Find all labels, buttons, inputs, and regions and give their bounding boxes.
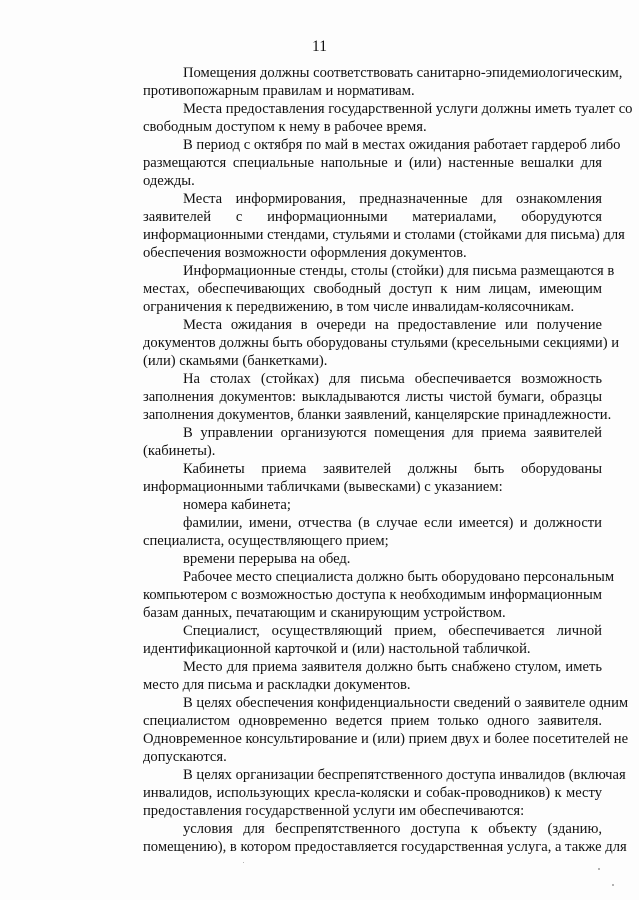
text-line: Рабочее место специалиста должно быть оборудовано персональным (183, 569, 615, 585)
text-line: допускаются. (143, 749, 227, 765)
text-line: условия для беспрепятственного доступа к объекту (зданию, (183, 821, 602, 837)
text-line: Места ожидания в очереди на предоставление или получение (183, 317, 602, 333)
text-line: местах, обеспечивающих свободный доступ к ним лицам, имеющим (143, 281, 602, 297)
text-line: противопожарным правилам и нормативам. (143, 83, 415, 99)
paragraph (103, 262, 615, 316)
text-line: В целях обеспечения конфиденциальности сведений о заявителе одним (183, 695, 629, 711)
paragraph (103, 694, 629, 766)
text-line: Места предоставления государственной услуги должны иметь туалет со (183, 101, 633, 117)
paragraph (103, 568, 615, 622)
text-line: документов должны быть оборудованы стульями (кресельными секциями) и (143, 335, 620, 351)
text-line: ограничения к передвижению, в том числе инвалидам-колясочникам. (143, 299, 575, 315)
text-line: (или) скамьями (банкетками). (143, 353, 328, 369)
paragraph (103, 514, 602, 550)
text-line: Специалист, осуществляющий прием, обеспечивается личной (183, 623, 602, 639)
paragraph (103, 64, 623, 100)
text-line: свободным доступом к нему в рабочее время. (143, 119, 427, 135)
text-line: (кабинеты). (143, 443, 216, 459)
text-line: компьютером с возможностью доступа к необходимым информационным (143, 587, 602, 603)
text-line: В целях организации беспрепятственного доступа инвалидов (включая (183, 767, 626, 783)
text-line: Помещения должны соответствовать санитарно-эпидемиологическим, (183, 65, 623, 81)
text-line: номера кабинета; (183, 497, 291, 513)
text-line: На столах (стойках) для письма обеспечивается возможность (183, 371, 602, 387)
paragraph (103, 136, 621, 190)
text-line: одежды. (143, 173, 195, 189)
text-line: заявителей с информационными материалами, оборудуются (143, 209, 602, 225)
text-line: Кабинеты приема заявителей должны быть оборудованы (183, 461, 602, 477)
paragraph (103, 316, 620, 370)
text-line: инвалидов, использующих кресла-коляски и собак-проводников) к месту (143, 785, 602, 801)
paragraph (103, 658, 602, 694)
scan-speck (243, 862, 244, 863)
text-line: времени перерыва на обед. (183, 551, 351, 567)
text-line: помещению), в котором предоставляется государственная услуга, а также для (143, 839, 627, 855)
paragraph (103, 424, 602, 460)
paragraph (103, 550, 602, 568)
paragraph (103, 370, 612, 424)
text-line: фамилии, имени, отчества (в случае если имеется) и должности (183, 515, 602, 531)
document-body (103, 64, 633, 856)
text-line: информационными табличками (вывесками) с указанием: (143, 479, 503, 495)
scan-speck (612, 884, 614, 886)
paragraph (103, 496, 602, 514)
text-line: Место для приема заявителя должно быть снабжено стулом, иметь (183, 659, 602, 675)
text-line: заполнения документов, бланки заявлений, канцелярские принадлежности. (143, 407, 612, 423)
text-line: специалиста, осуществляющего прием; (143, 533, 389, 549)
text-line: идентификационной карточкой и (или) настольной табличкой. (143, 641, 531, 657)
scan-speck (598, 868, 600, 870)
paragraph (103, 820, 627, 856)
paragraph (103, 100, 633, 136)
paragraph (103, 190, 625, 262)
text-line: предоставления государственной услуги им обеспечиваются: (143, 803, 525, 819)
text-line: заполнения документов: выкладываются листы чистой бумаги, образцы (143, 389, 602, 405)
paragraph (103, 622, 602, 658)
text-line: информационными стендами, стульями и столами (стойками для письма) для (143, 227, 625, 243)
page-number: 11 (312, 38, 327, 55)
text-line: В период с октября по май в местах ожидания работает гардероб либо (183, 137, 621, 153)
text-line: размещаются специальные напольные и (или) настенные вешалки для (143, 155, 602, 171)
text-line: Одновременное консультирование и (или) прием двух и более посетителей не (143, 731, 629, 747)
text-line: Информационные стенды, столы (стойки) для письма размещаются в (183, 263, 615, 279)
text-line: базам данных, печатающим и сканирующим устройством. (143, 605, 506, 621)
text-line: место для письма и раскладки документов. (143, 677, 411, 693)
paragraph (103, 766, 626, 820)
paragraph (103, 460, 602, 496)
text-line: обеспечения возможности оформления документов. (143, 245, 467, 261)
text-line: Места информирования, предназначенные для ознакомления (183, 191, 602, 207)
text-line: специалистом одновременно ведется прием только одного заявителя. (143, 713, 602, 729)
text-line: В управлении организуются помещения для приема заявителей (183, 425, 602, 441)
